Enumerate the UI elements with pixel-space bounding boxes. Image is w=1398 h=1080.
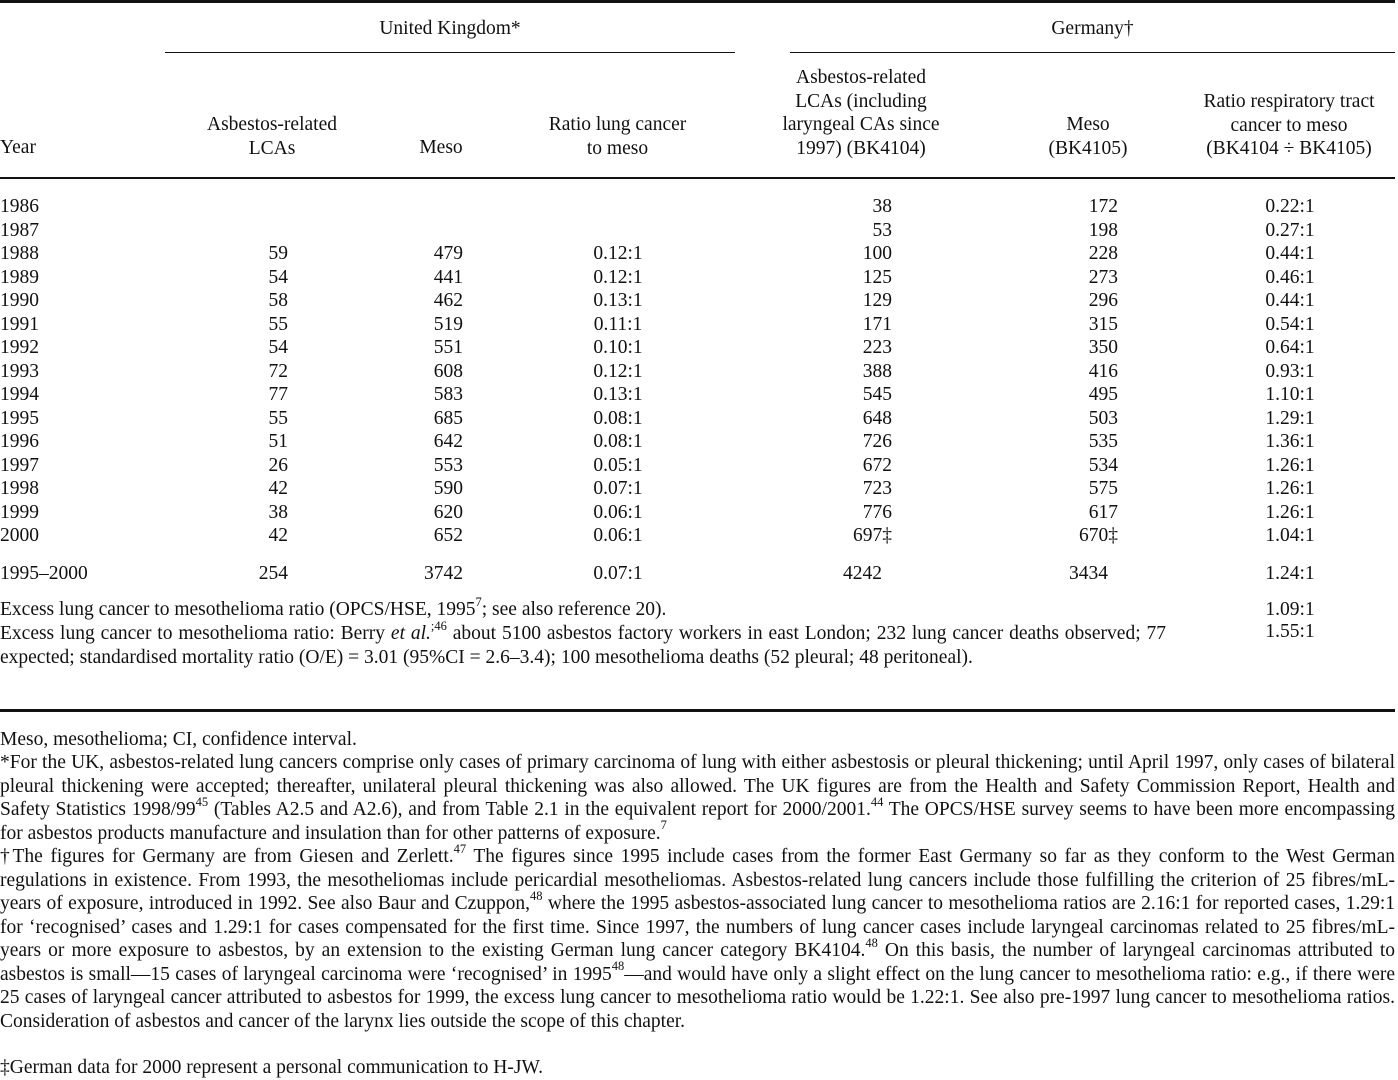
- cell-uk-meso: 553: [433, 454, 463, 476]
- table-bottom-rule: [0, 709, 1395, 712]
- cell-uk-ratio: 0.06:1: [593, 525, 643, 546]
- cell-de-meso: 575: [1088, 478, 1118, 499]
- footnote-de-ref-47: 47: [453, 841, 467, 856]
- col-header-de-lca-line3: laryngeal CAs since: [782, 114, 940, 135]
- cell-uk-lca: 55: [268, 313, 288, 335]
- cell-uk-meso: 652: [433, 525, 463, 546]
- cell-uk-ratio: 0.12:1: [593, 266, 643, 288]
- summary-de-meso: 3434: [1069, 563, 1108, 584]
- cell-uk-ratio: 0.05:1: [593, 454, 643, 476]
- cell-de-ratio: 1.26:1: [1265, 454, 1315, 476]
- col-header-uk-ratio-line1: Ratio lung cancer: [548, 114, 687, 135]
- cell-de-lca: 38: [872, 196, 892, 217]
- table-row: [0, 477, 1395, 501]
- cell-de-meso: 315: [1088, 313, 1118, 335]
- cell-year: 1991: [0, 313, 39, 335]
- cell-uk-lca: 55: [268, 407, 288, 429]
- cell-uk-meso: 441: [433, 266, 463, 288]
- cell-year: 2000: [0, 525, 39, 546]
- footnote-uk-text-b: (Tables A2.5 and A2.6), and from Table 2.1 in the equivalent report for 2000/2001.: [208, 799, 871, 820]
- footnote-de-text-b: The figures since 1995 include cases from the former East Germany so far as they conform to the West German regulations in existence. From 1993, the mesotheliomas include pericardial mesotheliomas. Asbestos-related lung cancers include those fulfilling the criterion of 25 fibres/mL-years of exposure, introduced in 1992. See also Baur and Czuppon,: [0, 846, 1395, 914]
- footnote-uk-text-c: The OPCS/HSE survey seems to have been more encompassing for asbestos products manufacture and insulation than for other patterns of exposure.: [0, 799, 1395, 844]
- table-row: [0, 383, 1395, 407]
- cell-uk-meso: 583: [433, 384, 463, 405]
- cell-year: 1993: [0, 360, 39, 382]
- cell-de-lca: 388: [862, 360, 892, 382]
- cell-uk-lca: 26: [268, 454, 288, 476]
- footnote-abbreviations: Meso, mesothelioma; CI, confidence interval.: [0, 729, 357, 750]
- cell-year: 1992: [0, 337, 39, 358]
- table-row: [0, 195, 1395, 219]
- summary-year: 1995–2000: [0, 563, 88, 584]
- cell-de-meso: 172: [1088, 196, 1118, 217]
- cell-de-lca: 223: [862, 337, 892, 358]
- footnote-uk-ref-44: 44: [870, 794, 884, 809]
- cell-uk-ratio: 0.11:1: [593, 313, 643, 335]
- cell-year: 1999: [0, 501, 39, 523]
- excess-row-berry-text-a: Excess lung cancer to mesothelioma ratio: Berry: [0, 623, 391, 644]
- footnote-uk-ref-7: 7: [660, 818, 667, 832]
- table-row: [0, 242, 1395, 266]
- summary-uk-lca: 254: [258, 563, 288, 584]
- excess-row-opcs-ref: 7: [475, 594, 482, 609]
- col-header-uk-lca-line1: Asbestos-related: [207, 114, 337, 135]
- cell-uk-meso: 479: [433, 243, 463, 264]
- cell-de-lca: 726: [862, 431, 892, 452]
- cell-de-lca: 100: [862, 243, 892, 264]
- cell-de-ratio: 0.64:1: [1265, 337, 1315, 358]
- cell-uk-meso: 462: [433, 290, 463, 311]
- cell-year: 1996: [0, 431, 39, 452]
- table-row: [0, 524, 1395, 548]
- cell-de-lca: 723: [862, 478, 892, 499]
- col-header-de-ratio-line2: cancer to meso: [1230, 114, 1348, 136]
- table-row: [0, 360, 1395, 384]
- cell-uk-lca: 77: [268, 384, 288, 405]
- cell-uk-lca: 54: [268, 337, 288, 358]
- cell-year: 1987: [0, 219, 39, 241]
- footnote-germany: [0, 841, 1396, 1033]
- cell-uk-meso: 519: [433, 313, 463, 335]
- cell-de-meso: 198: [1088, 219, 1118, 241]
- table-row: [0, 219, 1395, 243]
- footnote-de-ref-48a: 48: [529, 888, 543, 903]
- cell-year: 1997: [0, 454, 39, 476]
- summary-uk-meso: 3742: [424, 563, 463, 584]
- cell-de-ratio: 0.44:1: [1265, 243, 1315, 264]
- cell-uk-ratio: 0.08:1: [593, 431, 643, 452]
- footnote-german-2000: ‡German data for 2000 represent a personal communication to H-JW.: [0, 1057, 543, 1078]
- footnote-de-text-c: where the 1995 asbestos-associated lung cancer to mesothelioma ratios are 2.16:1 for reported cases, 1.29:1 for ‘recognised’ cases and 1.29:1 for cases compensated for the first time. Since 1997, the numbers of lung cancer cases include laryngeal carcinomas related to 25 fibres/mL-years or more exposure to asbestos, by an extension to the existing German lung cancer category BK4104.: [0, 893, 1396, 961]
- cell-uk-ratio: 0.10:1: [593, 337, 643, 358]
- cell-de-meso: 228: [1088, 243, 1118, 264]
- col-header-de-ratio-line3: (BK4104 ÷ BK4105): [1206, 138, 1372, 159]
- cell-uk-ratio: 0.08:1: [593, 407, 643, 429]
- excess-row-berry-etal: et al.: [390, 623, 431, 644]
- cell-de-meso: 670‡: [1079, 525, 1118, 546]
- cell-de-lca: 648: [862, 407, 892, 429]
- cell-uk-meso: 551: [433, 337, 463, 358]
- group-rule-de: [790, 52, 1395, 53]
- excess-row-berry-ref: ;46: [430, 618, 447, 633]
- col-header-uk-lca: [172, 113, 372, 160]
- table-row: [0, 289, 1395, 313]
- cell-de-meso: 416: [1088, 360, 1118, 382]
- excess-row-berry-text-b: about 5100 asbestos factory workers in east London; 232 lung cancer deaths observed; 77 expected; standardised mortality ratio (O/E) = 3.01 (95%CI = 2.6–3.4); 100 mesothelioma deaths (52 pleural; 48 peritoneal).: [0, 623, 1166, 668]
- cell-de-meso: 350: [1088, 337, 1118, 358]
- cell-de-meso: 495: [1088, 384, 1118, 405]
- cell-uk-meso: 685: [433, 407, 463, 429]
- col-header-uk-lca-line2: LCAs: [248, 137, 296, 159]
- cell-uk-ratio: 0.13:1: [593, 384, 643, 405]
- col-header-de-lca-line2: LCAs (including: [795, 90, 927, 112]
- cell-de-meso: 535: [1088, 431, 1118, 452]
- table-row: [0, 454, 1395, 478]
- cell-uk-ratio: 0.12:1: [593, 243, 643, 264]
- cell-uk-ratio: 0.06:1: [593, 501, 643, 523]
- cell-de-ratio: 0.54:1: [1265, 313, 1315, 335]
- cell-de-ratio: 1.26:1: [1265, 501, 1315, 523]
- footnote-uk-ref-45: 45: [195, 794, 209, 809]
- summary-row: [0, 562, 1395, 586]
- excess-row-berry: [0, 618, 1166, 669]
- cell-de-meso: 273: [1088, 266, 1118, 288]
- cell-uk-meso: 642: [433, 431, 463, 452]
- cell-year: 1994: [0, 384, 39, 405]
- footnote-de-text-e: —and would have only a slight effect on the lung cancer to mesothelioma ratio: e.g., if there were 25 cases of laryngeal cancer attributed to asbestos for 1999, the excess lung cancer to mesothelioma ratio would be 1.22:1. See also pre-1997 lung cancer to mesothelioma ratios. Consideration of asbestos and cancer of the larynx lies outside the scope of this chapter.: [0, 963, 1396, 1032]
- col-header-de-ratio-line1: Ratio respiratory tract: [1203, 91, 1375, 112]
- footnote-de-text-d: On this basis, the number of laryngeal carcinomas attributed to asbestos is small—15 cases of laryngeal carcinoma were ‘recognised’ in 1995: [0, 940, 1395, 985]
- cell-de-ratio: 0.22:1: [1265, 196, 1315, 217]
- summary-de-lca: 4242: [843, 563, 882, 584]
- cell-uk-lca: 72: [268, 360, 288, 382]
- cell-de-ratio: 0.93:1: [1265, 360, 1315, 382]
- col-header-uk-meso: Meso: [419, 137, 463, 158]
- col-header-de-meso-line2: (BK4105): [1048, 137, 1128, 159]
- group-rule-uk: [165, 52, 735, 53]
- col-header-de-lca-line1: Asbestos-related: [796, 67, 926, 88]
- footnote-uk-text-a: *For the UK, asbestos-related lung cancers comprise only cases of primary carcinoma of lung with either asbestosis or pleural thickening; until April 1997, only cases of bilateral pleural thickening were accepted; thereafter, unilateral pleural thickening was also allowed. The UK figures are from the Health and Safety Commission Report, Health and Safety Statistics 1998/99: [0, 752, 1395, 820]
- table-row: [0, 313, 1395, 337]
- footnote-de-ref-48c: 48: [611, 959, 625, 973]
- summary-uk-ratio: 0.07:1: [593, 563, 643, 584]
- cell-de-ratio: 1.10:1: [1265, 384, 1315, 405]
- col-header-de-lca: [755, 66, 967, 160]
- cell-de-lca: 545: [862, 384, 892, 405]
- cell-uk-lca: 42: [268, 525, 288, 546]
- table-row: [0, 336, 1395, 360]
- col-header-de-meso-line1: Meso: [1066, 114, 1110, 135]
- cell-de-meso: 503: [1088, 407, 1118, 429]
- cell-uk-ratio: 0.07:1: [593, 478, 643, 499]
- summary-de-ratio: 1.24:1: [1265, 563, 1315, 584]
- cell-uk-meso: 620: [433, 501, 463, 523]
- excess-row-opcs-text-b: ; see also reference 20).: [481, 599, 667, 620]
- table-row: [0, 501, 1395, 525]
- cell-uk-lca: 59: [268, 243, 288, 264]
- group-header-de: Germany†: [1051, 18, 1134, 39]
- cell-de-ratio: 1.04:1: [1265, 525, 1315, 546]
- footnote-de-text-a: †The figures for Germany are from Giesen and Zerlett.: [0, 846, 454, 867]
- cell-year: 1986: [0, 196, 39, 217]
- cell-uk-lca: 54: [268, 266, 288, 288]
- cell-de-ratio: 1.26:1: [1265, 478, 1315, 499]
- col-header-uk-ratio: [515, 113, 720, 160]
- cell-year: 1990: [0, 290, 39, 311]
- col-header-uk-ratio-line2: to meso: [586, 137, 649, 159]
- table-row: [0, 266, 1395, 290]
- cell-de-lca: 776: [862, 501, 892, 523]
- cell-uk-lca: 58: [268, 290, 288, 311]
- cell-de-ratio: 0.27:1: [1265, 219, 1315, 241]
- col-header-de-lca-line4: 1997) (BK4104): [796, 137, 926, 159]
- cell-uk-lca: 42: [268, 478, 288, 499]
- excess-row-opcs-ratio: 1.09:1: [1265, 599, 1315, 620]
- cell-de-ratio: 0.46:1: [1265, 266, 1315, 288]
- table-row: [0, 430, 1395, 454]
- cell-de-ratio: 0.44:1: [1265, 290, 1315, 311]
- cell-de-meso: 617: [1088, 501, 1118, 523]
- excess-row-berry-ratio: 1.55:1: [1265, 621, 1315, 642]
- top-rule: [0, 0, 1395, 3]
- excess-row-opcs: [0, 594, 1180, 622]
- table-row: [0, 407, 1395, 431]
- cell-de-meso: 296: [1088, 290, 1118, 311]
- col-header-de-meso: [1028, 113, 1148, 160]
- col-header-de-ratio: [1180, 90, 1398, 161]
- cell-de-lca: 53: [872, 219, 892, 241]
- cell-uk-lca: 38: [268, 501, 288, 523]
- footnote-de-ref-48b: 48: [865, 935, 878, 950]
- cell-de-lca: 125: [862, 266, 892, 288]
- cell-year: 1998: [0, 478, 39, 499]
- excess-row-opcs-text-a: Excess lung cancer to mesothelioma ratio (OPCS/HSE, 1995: [0, 599, 476, 620]
- group-header-uk: United Kingdom*: [379, 18, 521, 39]
- cell-de-meso: 534: [1088, 454, 1118, 476]
- col-header-year: Year: [0, 137, 36, 158]
- cell-de-ratio: 1.36:1: [1265, 431, 1315, 452]
- cell-de-lca: 672: [862, 454, 892, 476]
- cell-year: 1989: [0, 266, 39, 288]
- cell-uk-ratio: 0.13:1: [593, 290, 643, 311]
- cell-uk-meso: 590: [433, 478, 463, 499]
- cell-uk-meso: 608: [433, 360, 463, 382]
- cell-de-lca: 171: [862, 313, 892, 335]
- cell-year: 1988: [0, 243, 39, 264]
- cell-year: 1995: [0, 407, 39, 429]
- cell-de-lca: 129: [862, 290, 892, 311]
- cell-de-ratio: 1.29:1: [1265, 407, 1315, 429]
- cell-uk-lca: 51: [268, 431, 288, 452]
- cell-de-lca: 697‡: [853, 525, 892, 546]
- header-rule: [0, 177, 1395, 179]
- footnote-uk: [0, 751, 1395, 845]
- cell-uk-ratio: 0.12:1: [593, 360, 643, 382]
